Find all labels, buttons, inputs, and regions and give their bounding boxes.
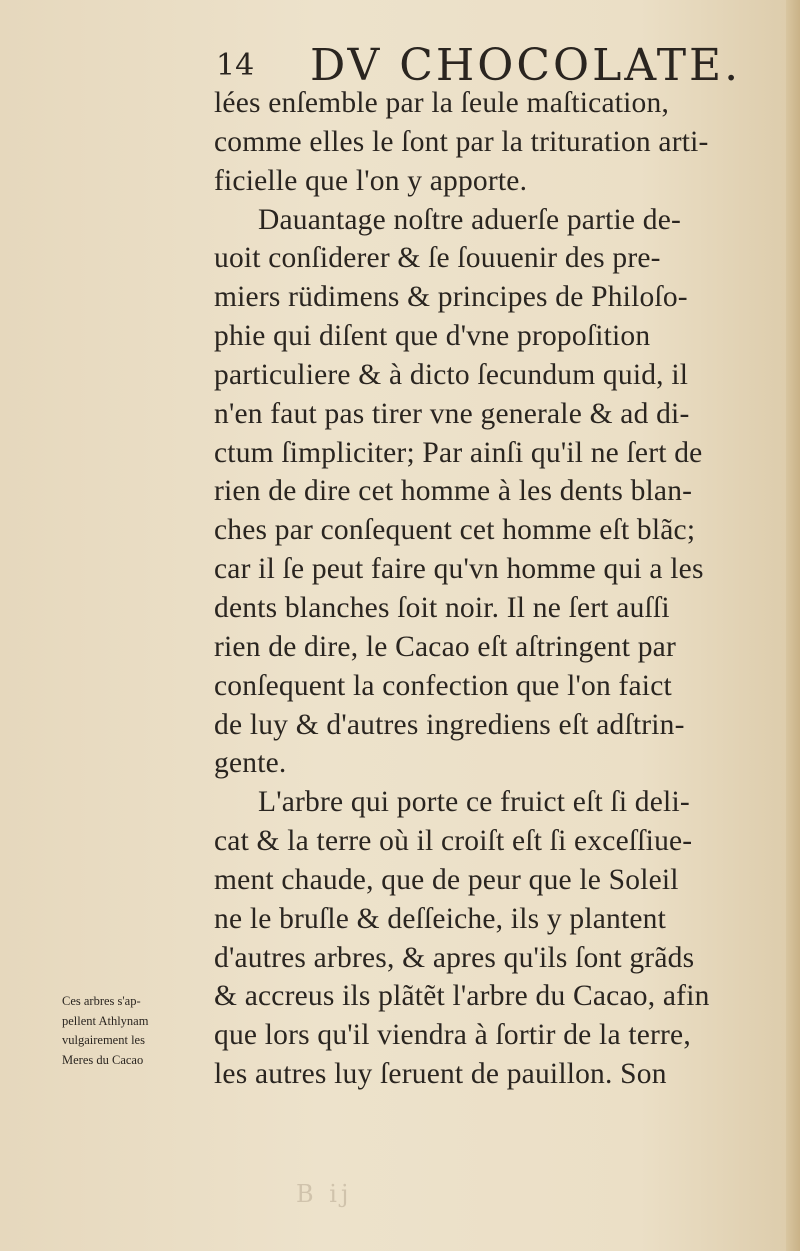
margin-note-line: Ces arbres s'ap- — [62, 994, 141, 1008]
text-line: d'autres arbres, & apres qu'ils ſont grãds — [214, 941, 695, 974]
text-line: de luy & d'autres ingrediens eſt adſtrin- — [214, 708, 685, 741]
text-line: particuliere & à dicto ſecundum quid, il — [214, 358, 689, 391]
text-line: ment chaude, que de peur que le Soleil — [214, 863, 679, 896]
text-line: cat & la terre où il croiſt eſt ſi exceſſiue- — [214, 825, 693, 858]
text-line: les autres luy ſeruent de pauillon. Son — [214, 1058, 667, 1091]
text-line: ficielle que l'on y apporte. — [214, 164, 528, 197]
text-line: dents blanches ſoit noir. Il ne ſert auſſi — [214, 591, 670, 624]
text-line: uoit conſiderer & ſe ſouuenir des pre- — [214, 242, 661, 275]
text-line: que lors qu'il viendra à ſortir de la terre, — [214, 1019, 691, 1052]
running-title: DV CHOCOLATE. — [310, 40, 742, 91]
margin-note — [62, 992, 210, 1070]
text-line: & accreus ils plãtẽt l'arbre du Cacao, afin — [214, 980, 710, 1013]
margin-note-line: pellent Athlynam — [62, 1013, 149, 1028]
text-line: ches par conſequent cet homme eſt blãc; — [214, 514, 696, 547]
text-line: lées enſemble par la ſeule maſtication, — [214, 87, 670, 119]
text-line: miers rüdimens & principes de Philoſo- — [214, 281, 688, 314]
body-text — [214, 84, 758, 1094]
text-line: conſequent la confection que l'on faict — [214, 669, 672, 702]
text-line: comme elles le ſont par la trituration arti- — [214, 125, 709, 158]
text-line: ne le bruſle & deſſeiche, ils y plantent — [214, 902, 666, 935]
page-header — [216, 40, 776, 90]
text-line: Dauantage noſtre aduerſe partie de- — [258, 203, 682, 236]
page-number: 14 — [216, 48, 255, 83]
text-line: car il ſe peut faire qu'vn homme qui a les — [214, 553, 704, 586]
margin-note-line: Meres du Cacao — [62, 1052, 144, 1067]
text-line: phie qui diſent que d'vne propoſition — [214, 320, 651, 353]
margin-note-line: vulgairement les — [62, 1033, 145, 1047]
text-line: L'arbre qui porte ce fruict eſt ſi deli- — [258, 786, 690, 819]
signature-mark: B ij — [296, 1180, 353, 1208]
text-line: gente. — [214, 747, 287, 780]
text-line: rien de dire cet homme à les dents blan- — [214, 475, 693, 508]
text-line: n'en faut pas tirer vne generale & ad di- — [214, 397, 690, 430]
text-line: ctum ſimpliciter; Par ainſi qu'il ne ſert de — [214, 436, 703, 469]
page-edge — [786, 0, 800, 1251]
text-line: rien de dire, le Cacao eſt aſtringent par — [214, 630, 676, 663]
